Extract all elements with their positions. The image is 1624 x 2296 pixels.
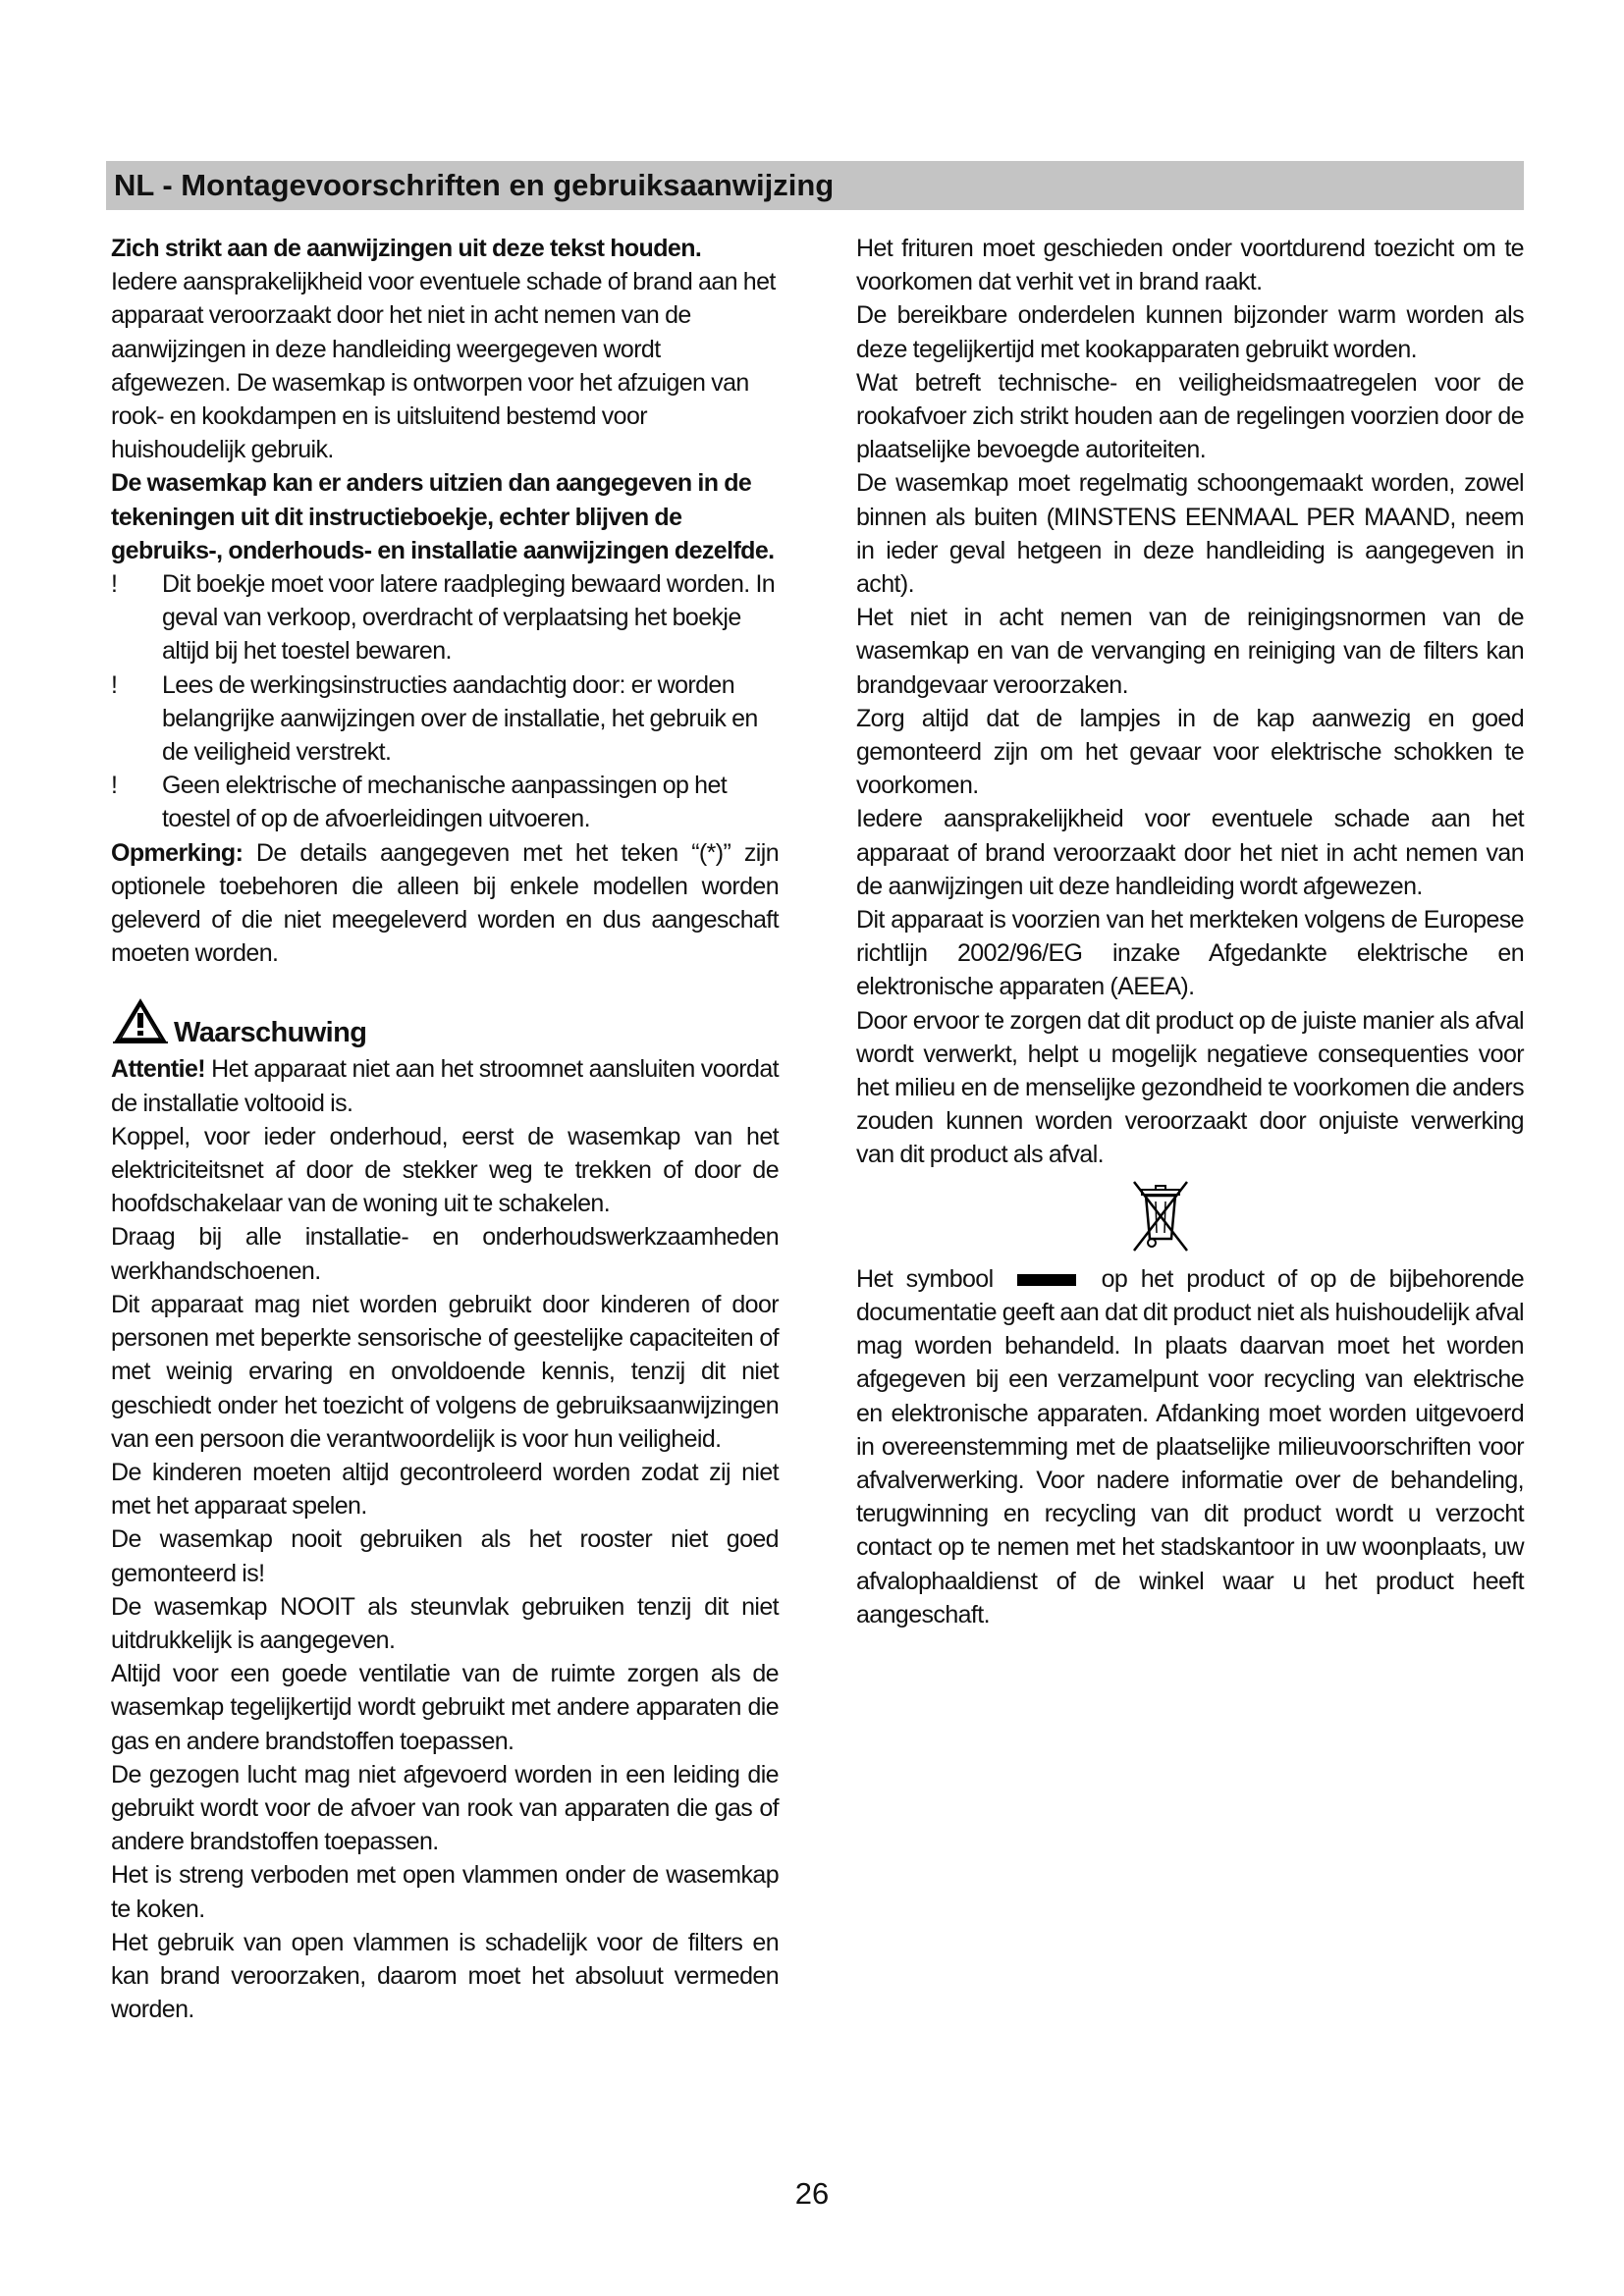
exclamation-mark: ! bbox=[111, 570, 118, 599]
section-header bbox=[106, 161, 1524, 210]
right-column bbox=[856, 232, 1524, 1631]
note-label: Opmerking: bbox=[111, 838, 244, 867]
bullet-item bbox=[111, 567, 779, 668]
intro-paragraph: Iedere aansprakelijkheid voor eventuele schade of brand aan het apparaat veroorzaakt door het niet in acht nemen van de aanwijzingen in deze handleiding weergegeven wordt afgewezen. De wasemkap is ontworpen voor het afzuigen van rook- en kookdampen en is uitsluitend bestemd voor huishoudelijk gebruik. bbox=[111, 268, 776, 464]
warning-title: Waarschuwing bbox=[174, 1017, 367, 1049]
attention-text: Het apparaat niet aan het stroomnet aansluiten voordat de installatie voltooid is. bbox=[111, 1055, 779, 1117]
safety-paragraph: Dit apparaat is voorzien van het merkteken volgens de Europese richtlijn 2002/96/EG inzake Afgedankte elektrische en elektronische apparaten (AEEA). bbox=[856, 906, 1524, 1001]
symbol-prefix: Het symbool bbox=[856, 1264, 994, 1293]
safety-paragraph: De wasemkap NOOIT als steunvlak gebruiken tenzij dit niet uitdrukkelijk is aangegeven. bbox=[111, 1592, 779, 1654]
note-text: De details aangegeven met het teken “(*)” zijn optionele toebehoren die alleen bij enkele modellen worden geleverd of die niet meegeleverd worden en dus aangeschaft moeten worden. bbox=[111, 838, 779, 968]
safety-paragraph: De bereikbare onderdelen kunnen bijzonder warm worden als deze tegelijkertijd met kookapparaten gebruikt worden. bbox=[856, 301, 1524, 363]
bullet-item bbox=[111, 668, 779, 770]
warning-triangle-icon bbox=[111, 997, 170, 1055]
safety-paragraph: Altijd voor een goede ventilatie van de ruimte zorgen als de wasemkap tegelijkertijd wordt gebruikt met andere apparaten die gas en andere brandstoffen toepassen. bbox=[111, 1660, 779, 1755]
safety-paragraph: Het niet in acht nemen van de reinigingsnormen van de wasemkap en van de vervanging en reiniging van de filters kan brandgevaar veroorzaken. bbox=[856, 604, 1524, 699]
section-title: NL - Montagevoorschriften en gebruiksaanwijzing bbox=[114, 168, 835, 202]
weee-symbol-row bbox=[856, 1172, 1524, 1262]
weee-bar-icon bbox=[1017, 1274, 1076, 1286]
bullet-item bbox=[111, 769, 779, 835]
crossed-bin-icon bbox=[1126, 1178, 1195, 1256]
safety-paragraph: De wasemkap nooit gebruiken als het rooster niet goed gemonteerd is! bbox=[111, 1525, 779, 1587]
safety-paragraph: Door ervoor te zorgen dat dit product op de juiste manier als afval wordt verwerkt, helpt u mogelijk negatieve consequenties voor het milieu en de menselijke gezondheid te voorkomen die anders zouden kunnen worden veroorzaakt door onjuiste verwerking van dit product als afval. bbox=[856, 1006, 1524, 1169]
attention-paragraph bbox=[111, 1052, 779, 1119]
safety-paragraph: Het frituren moet geschieden onder voortdurend toezicht om te voorkomen dat verhit vet in brand raakt. bbox=[856, 235, 1524, 296]
exclamation-mark: ! bbox=[111, 670, 118, 699]
safety-paragraph: Het is streng verboden met open vlammen onder de wasemkap te koken. bbox=[111, 1861, 779, 1923]
safety-paragraph: Koppel, voor ieder onderhoud, eerst de wasemkap van het elektriciteitsnet af door de stekker weg te trekken of door de hoofdschakelaar van de woning uit te schakelen. bbox=[111, 1122, 779, 1218]
safety-paragraph: Het gebruik van open vlammen is schadelijk voor de filters en kan brand veroorzaken, daarom moet het absoluut vermeden worden. bbox=[111, 1928, 779, 2024]
safety-paragraph: De kinderen moeten altijd gecontroleerd worden zodat zij niet met het apparaat spelen. bbox=[111, 1458, 779, 1521]
safety-paragraph: Zorg altijd dat de lampjes in de kap aanwezig en goed gemonteerd zijn om het gevaar voor elektrische schokken te voorkomen. bbox=[856, 704, 1524, 800]
safety-paragraph: Iedere aansprakelijkheid voor eventuele schade aan het apparaat of brand veroorzaakt door het niet in acht nemen van de aanwijzingen uit deze handleiding wordt afgewezen. bbox=[856, 805, 1524, 900]
safety-paragraph: Wat betreft technische- en veiligheidsmaatregelen voor de rookafvoer zich strikt houden aan de regelingen voorzien door de plaatselijke bevoegde autoriteiten. bbox=[856, 368, 1524, 464]
attention-label: Attentie! bbox=[111, 1055, 205, 1084]
symbol-text: op het product of op de bijbehorende documentatie geeft aan dat dit product niet als huishoudelijk afval mag worden behandeld. In plaats daarvan moet het worden afgegeven bij een verzamelpunt voor recycling van elektrische en elektronische apparaten. Afdanking moet worden uitgevoerd in overeenstemming met de plaatselijke milieuvoorschriften voor afvalverwerking. Voor nadere informatie over de behandeling, terugwinning en recycling van dit product wordt u verzocht contact op te nemen met het stadskantoor in uw woonplaats, uw afvalophaaldienst of de winkel waar u het product heeft aangeschaft. bbox=[856, 1264, 1524, 1629]
safety-paragraph: Draag bij alle installatie- en onderhoudswerkzaamheden werkhandschoenen. bbox=[111, 1223, 779, 1285]
bullet-text: Dit boekje moet voor latere raadpleging bewaard worden. In geval van verkoop, overdracht of verplaatsing het boekje altijd bij het toestel bewaren. bbox=[162, 570, 776, 666]
exclamation-mark: ! bbox=[111, 772, 118, 800]
weee-paragraph bbox=[856, 1262, 1524, 1631]
heading-instructions: Zich strikt aan de aanwijzingen uit deze tekst houden. bbox=[111, 235, 702, 262]
bullet-text: Geen elektrische of mechanische aanpassingen op het toestel of op de afvoerleidingen uitvoeren. bbox=[162, 772, 728, 833]
bullet-text: Lees de werkingsinstructies aandachtig door: er worden belangrijke aanwijzingen over de installatie, het gebruik en de veiligheid verstrekt. bbox=[162, 670, 758, 767]
heading-appearance: De wasemkap kan er anders uitzien dan aangegeven in de tekeningen uit dit instructieboekje, echter blijven de gebruiks-, onderhouds- en installatie aanwijzingen dezelfde. bbox=[111, 469, 775, 564]
safety-paragraph: Dit apparaat mag niet worden gebruikt door kinderen of door personen met beperkte sensorische of geestelijke capaciteiten of met weinig ervaring en onvoldoende kennis, tenzij dit niet geschiedt onder het toezicht of volgens de gebruiksaanwijzingen van een persoon die verantwoordelijk is voor hun veiligheid. bbox=[111, 1290, 779, 1453]
note-paragraph bbox=[111, 836, 779, 971]
safety-paragraph: De wasemkap moet regelmatig schoongemaakt worden, zowel binnen als buiten (MINSTENS EENMAAL PER MAAND, neem in ieder geval hetgeen in deze handleiding is aangegeven in acht). bbox=[856, 469, 1524, 599]
left-column bbox=[111, 232, 779, 2026]
warning-heading bbox=[111, 999, 779, 1052]
safety-paragraph: De gezogen lucht mag niet afgevoerd worden in een leiding die gebruikt wordt voor de afvoer van rook van apparaten die gas of andere brandstoffen toepassen. bbox=[111, 1760, 779, 1856]
page-number: 26 bbox=[794, 2176, 830, 2211]
